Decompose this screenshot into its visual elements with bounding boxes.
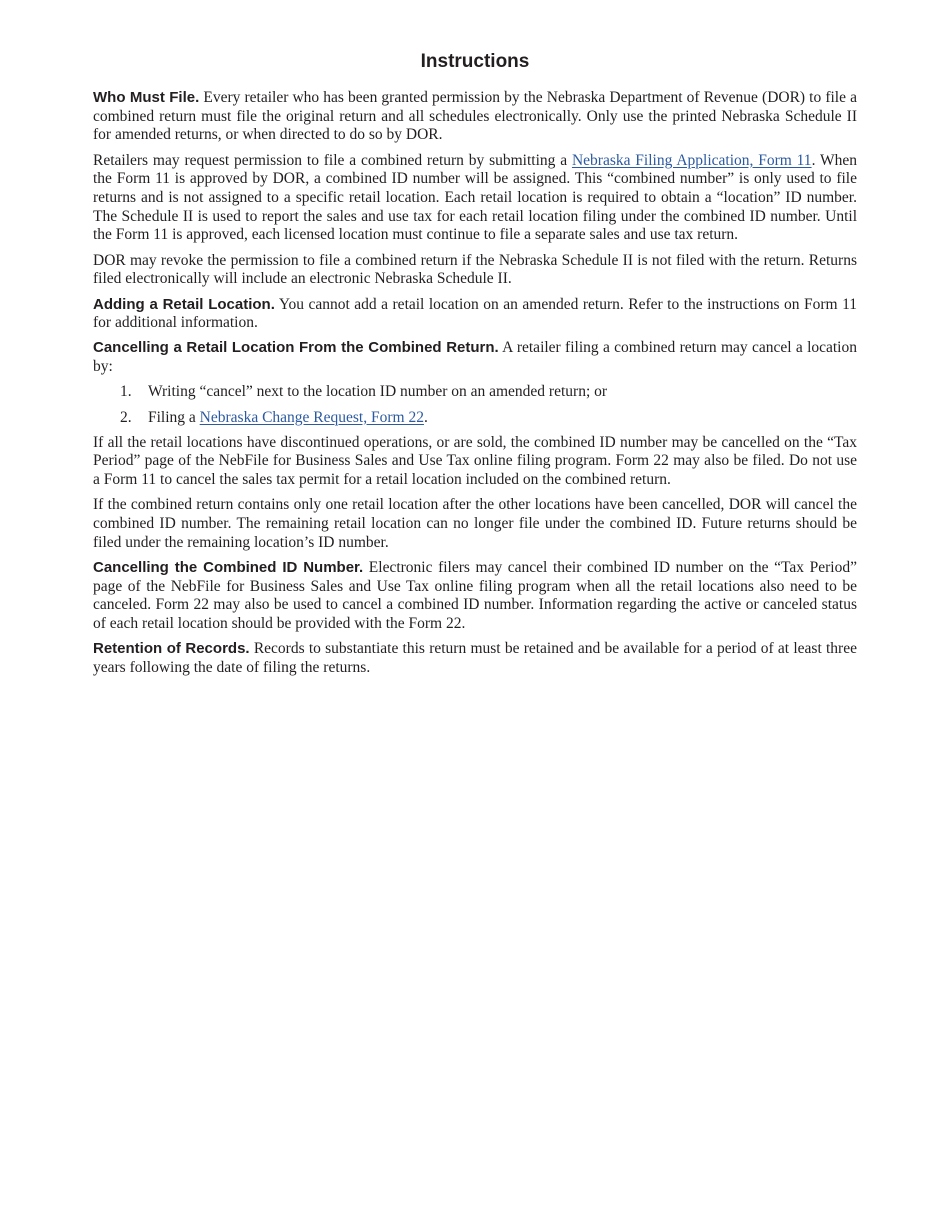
revoke-paragraph: DOR may revoke the permission to file a combined return if the Nebraska Schedule II is not filed with the return. Returns filed electronically will include an electronic Nebraska Schedule II.	[93, 251, 857, 288]
list-item-text: Writing “cancel” next to the location ID number on an amended return; or	[148, 383, 608, 401]
form-22-link[interactable]: Nebraska Change Request, Form 22	[199, 408, 424, 426]
page-title: Instructions	[420, 51, 530, 72]
list-item-number: 2.	[120, 408, 132, 426]
cancelling-location-text: A retailer filing a combined return may cancel a location by:	[93, 339, 857, 376]
adding-location-paragraph	[93, 296, 857, 333]
discontinued-paragraph: If all the retail locations have discontinued operations, or are sold, the combined ID number may be cancelled on the “Tax Period” page of the NebFile for Business Sales and Use Tax online filing program. Form 22 may also be filed. Do not use a Form 11 to cancel the sales tax permit for a retail location included on the combined return.	[93, 433, 857, 489]
request-permission-paragraph	[93, 152, 857, 246]
adding-location-text: You cannot add a retail location on an amended return. Refer to the instructions on Form 11 for additional information.	[93, 295, 857, 332]
cancelling-location-paragraph	[93, 339, 857, 376]
adding-location-heading: Adding a Retail Location.	[93, 295, 275, 313]
request-permission-text-after: . When the Form 11 is approved by DOR, a combined ID number will be assigned. This “combined number” is only used to file returns and is not assigned to a specific retail location. Each retail location is required to obtain a “location” ID number. The Schedule II is used to report the sales and use tax for each retail location filing under the combined ID number. Until the Form 11 is approved, each licensed location must continue to file a separate sales and use tax return.	[93, 151, 857, 244]
list-item-text-after: .	[423, 408, 428, 426]
who-must-file-heading: Who Must File.	[93, 89, 200, 106]
who-must-file-text: Every retailer who has been granted permission by the Nebraska Department of Revenue (DOR) to file a combined return must file the original return and all schedules electronically. Only use the printed Nebraska Schedule II for amended returns, or when directed to do so by DOR.	[93, 89, 857, 144]
list-item-text: Filing a	[148, 408, 200, 426]
cancelling-id-heading: Cancelling the Combined ID Number.	[93, 558, 364, 576]
list-item	[120, 383, 857, 402]
cancelling-id-text: Electronic filers may cancel their combined ID number on the “Tax Period” page of the NebFile for Business Sales and Use Tax online filing program when all the retail locations also need to be canceled. Form 22 may also be used to cancel a combined ID number. Information regarding the active or canceled status of each retail location should be provided with the Form 22.	[93, 558, 857, 633]
who-must-file-paragraph	[93, 89, 857, 145]
cancelling-location-heading: Cancelling a Retail Location From the Combined Return.	[93, 339, 499, 357]
retention-text: Records to substantiate this return must be retained and be available for a period of at least three years following the date of filing the returns.	[93, 640, 857, 676]
request-permission-text-before: Retailers may request permission to file a combined return by submitting a	[93, 151, 572, 169]
retention-paragraph	[93, 640, 857, 677]
cancelling-id-paragraph	[93, 559, 857, 634]
retention-heading: Retention of Records.	[93, 640, 250, 658]
form-11-link[interactable]: Nebraska Filing Application, Form 11	[571, 151, 812, 169]
cancel-methods-list	[93, 383, 857, 427]
list-item-number: 1.	[120, 383, 132, 401]
list-item	[120, 409, 857, 428]
one-location-paragraph: If the combined return contains only one retail location after the other locations have been cancelled, DOR will cancel the combined ID number. The remaining retail location can no longer file under the combined ID. Future returns should be filed under the remaining location’s ID number.	[93, 496, 857, 551]
